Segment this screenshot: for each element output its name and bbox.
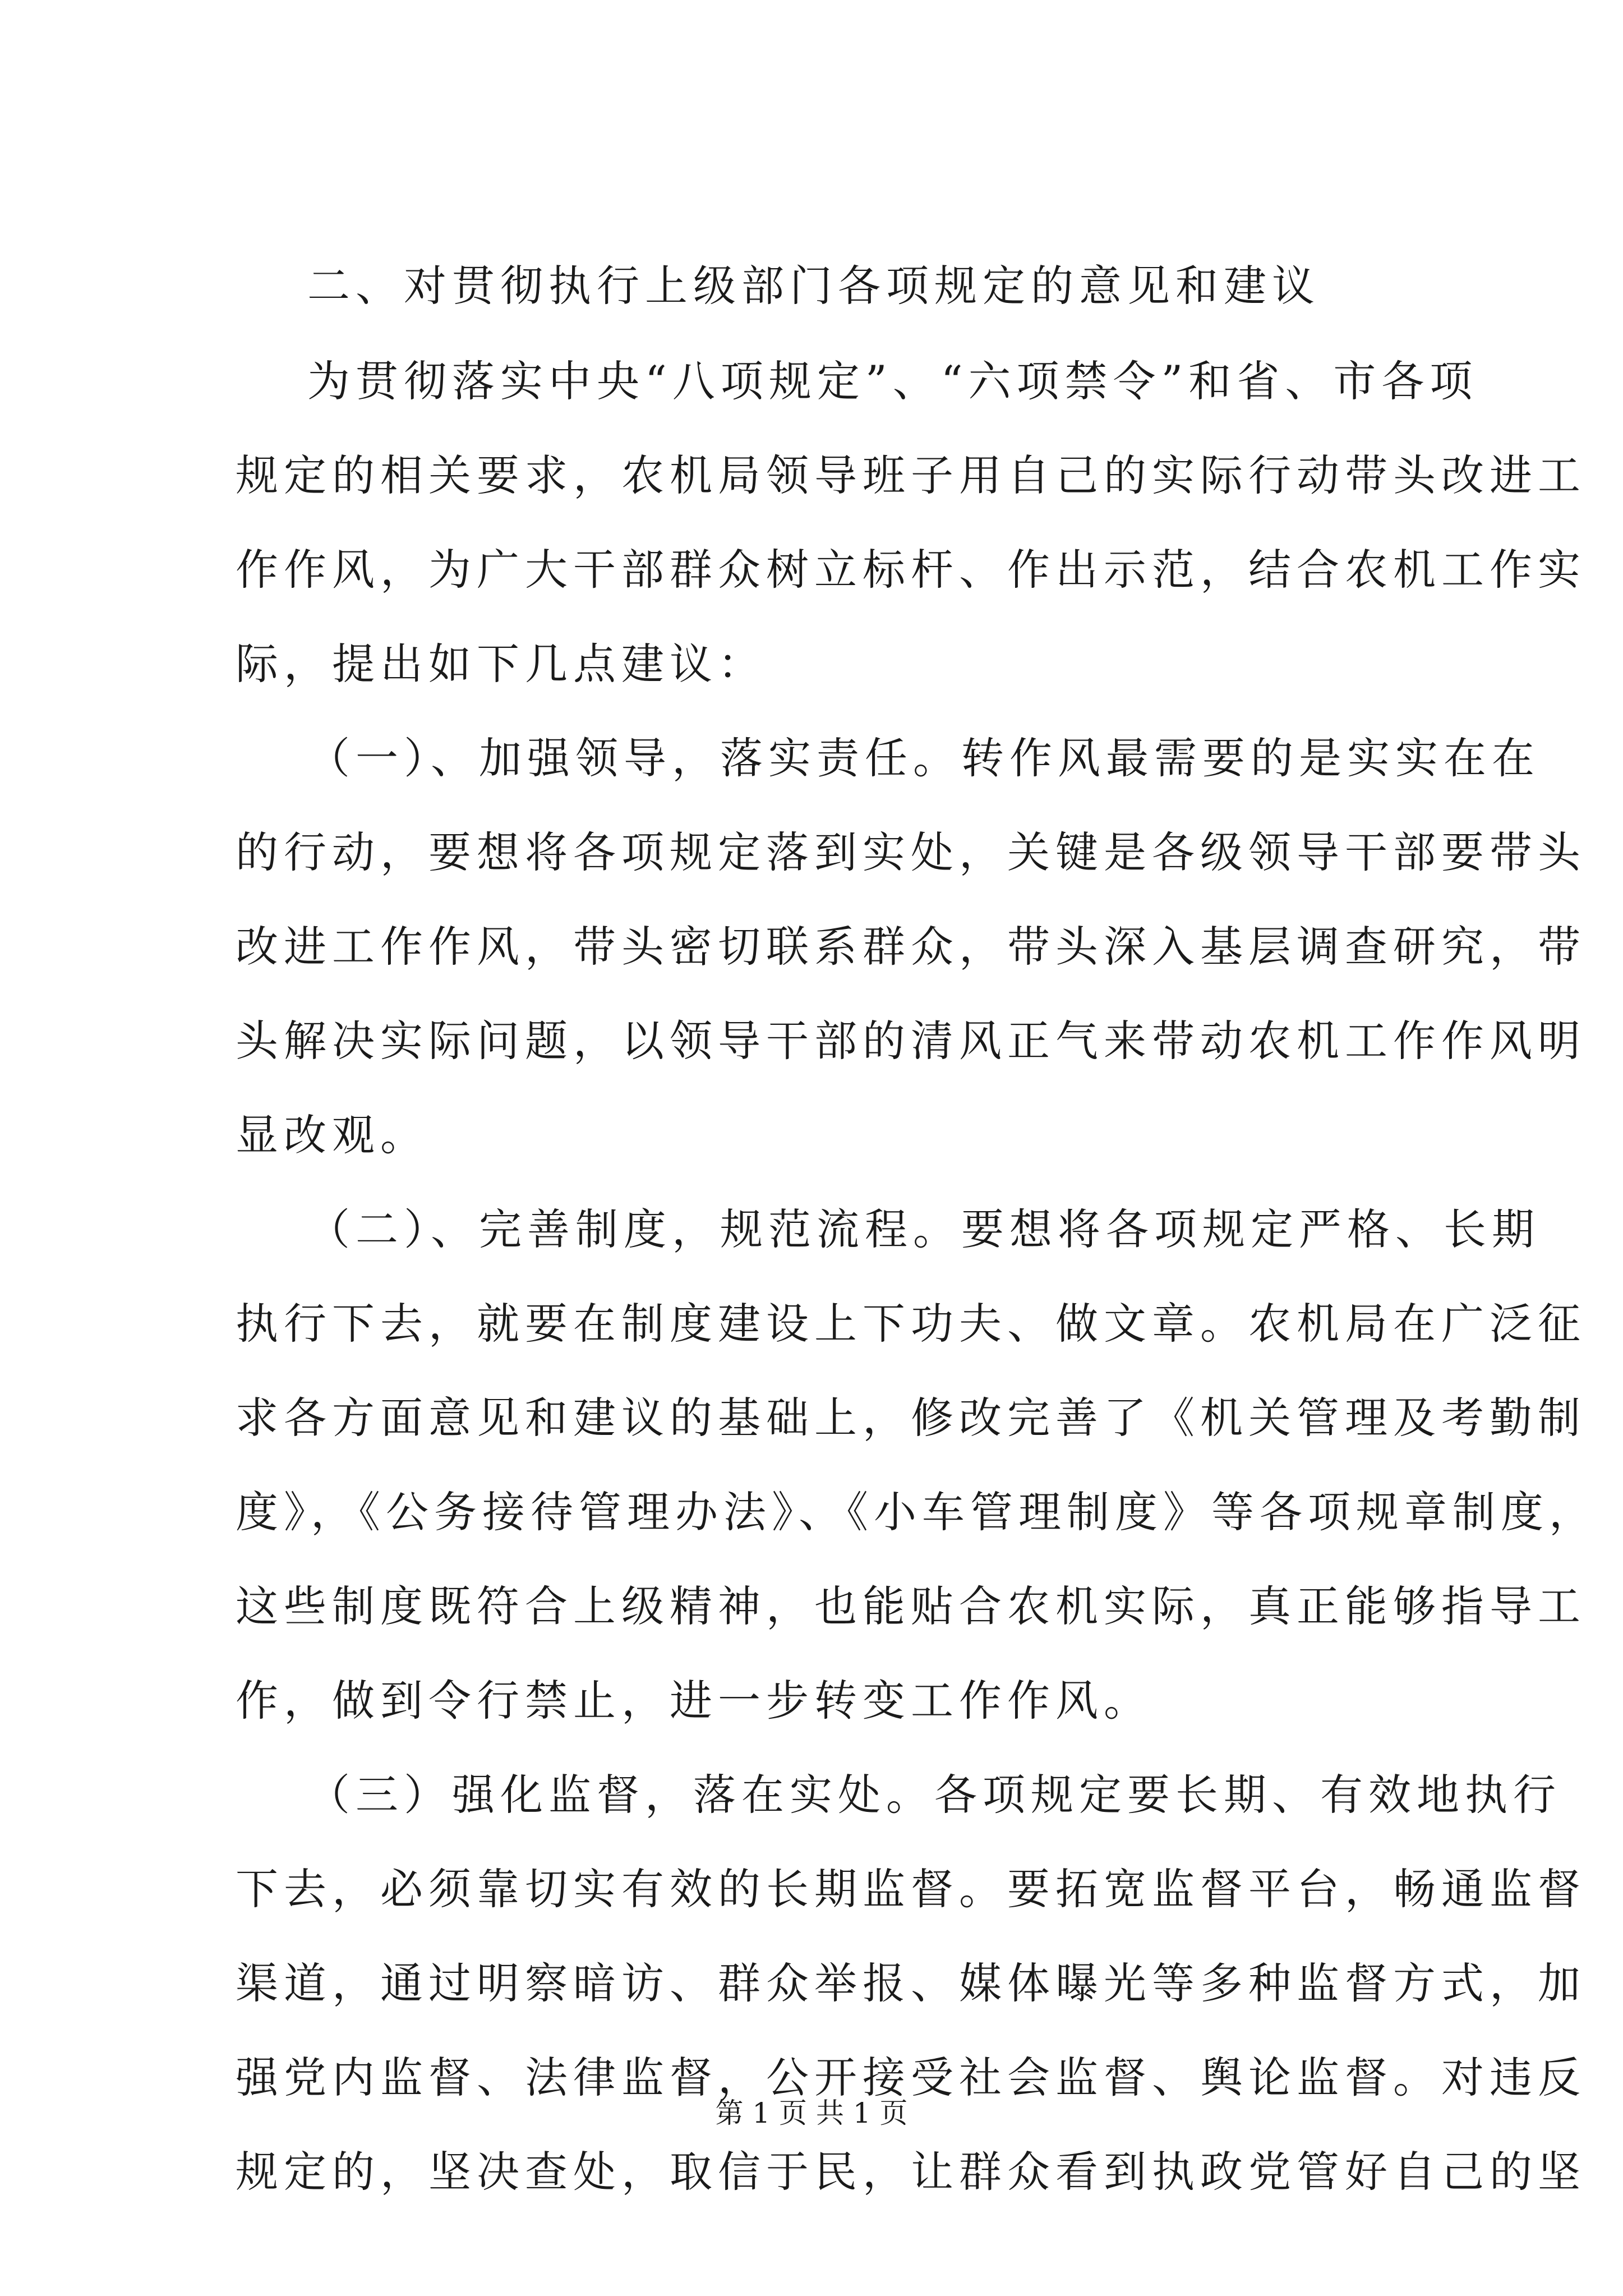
- paragraph-line: 度》，《公务接待管理办法》、《小车管理制度》等各项规章制度，: [236, 1487, 1597, 1537]
- paragraph-line: 规定的，坚决查处，取信于民，让群众看到执政党管好自己的坚: [236, 2147, 1586, 2197]
- paragraph-line: 这些制度既符合上级精神，也能贴合农机实际，真正能够指导工: [236, 1581, 1586, 1631]
- paragraph-line: 际，提出如下几点建议：: [236, 639, 766, 689]
- paragraph-line: （一）、加强领导，落实责任。转作风最需要的是实实在在: [307, 733, 1540, 783]
- paragraph-line: 的行动，要想将各项规定落到实处，关键是各级领导干部要带头: [236, 827, 1586, 877]
- paragraph-line: 执行下去，就要在制度建设上下功夫、做文章。农机局在广泛征: [236, 1299, 1586, 1349]
- paragraph-line: 作，做到令行禁止，进一步转变工作作风。: [236, 1676, 1152, 1726]
- paragraph-line: 改进工作作风，带头密切联系群众，带头深入基层调查研究，带: [236, 922, 1586, 972]
- paragraph-line: 头解决实际问题，以领导干部的清风正气来带动农机工作作风明: [236, 1016, 1586, 1066]
- paragraph-line: 下去，必须靠切实有效的长期监督。要拓宽监督平台，畅通监督: [236, 1864, 1586, 1914]
- paragraph-line: 为贯彻落实中央“八项规定”、“六项禁令”和省、市各项: [307, 356, 1478, 406]
- paragraph-line: 作作风，为广大干部群众树立标杆、作出示范，结合农机工作实: [236, 545, 1586, 595]
- paragraph-line: 强党内监督、法律监督，公开接受社会监督、舆论监督。对违反: [236, 2053, 1586, 2102]
- section-heading: 二、对贯彻执行上级部门各项规定的意见和建议: [307, 261, 1320, 311]
- paragraph-line: 渠道，通过明察暗访、群众举报、媒体曝光等多种监督方式，加: [236, 1958, 1586, 2008]
- paragraph-line: 显改观。: [236, 1110, 428, 1160]
- paragraph-line: 求各方面意见和建议的基础上，修改完善了《机关管理及考勤制: [236, 1393, 1586, 1443]
- page-number-footer: 第 1 页 共 1 页: [715, 2097, 908, 2129]
- paragraph-line: （三）强化监督，落在实处。各项规定要长期、有效地执行: [307, 1770, 1561, 1820]
- paragraph-line: （二）、完善制度，规范流程。要想将各项规定严格、长期: [307, 1204, 1540, 1254]
- paragraph-line: 规定的相关要求，农机局领导班子用自己的实际行动带头改进工: [236, 450, 1586, 500]
